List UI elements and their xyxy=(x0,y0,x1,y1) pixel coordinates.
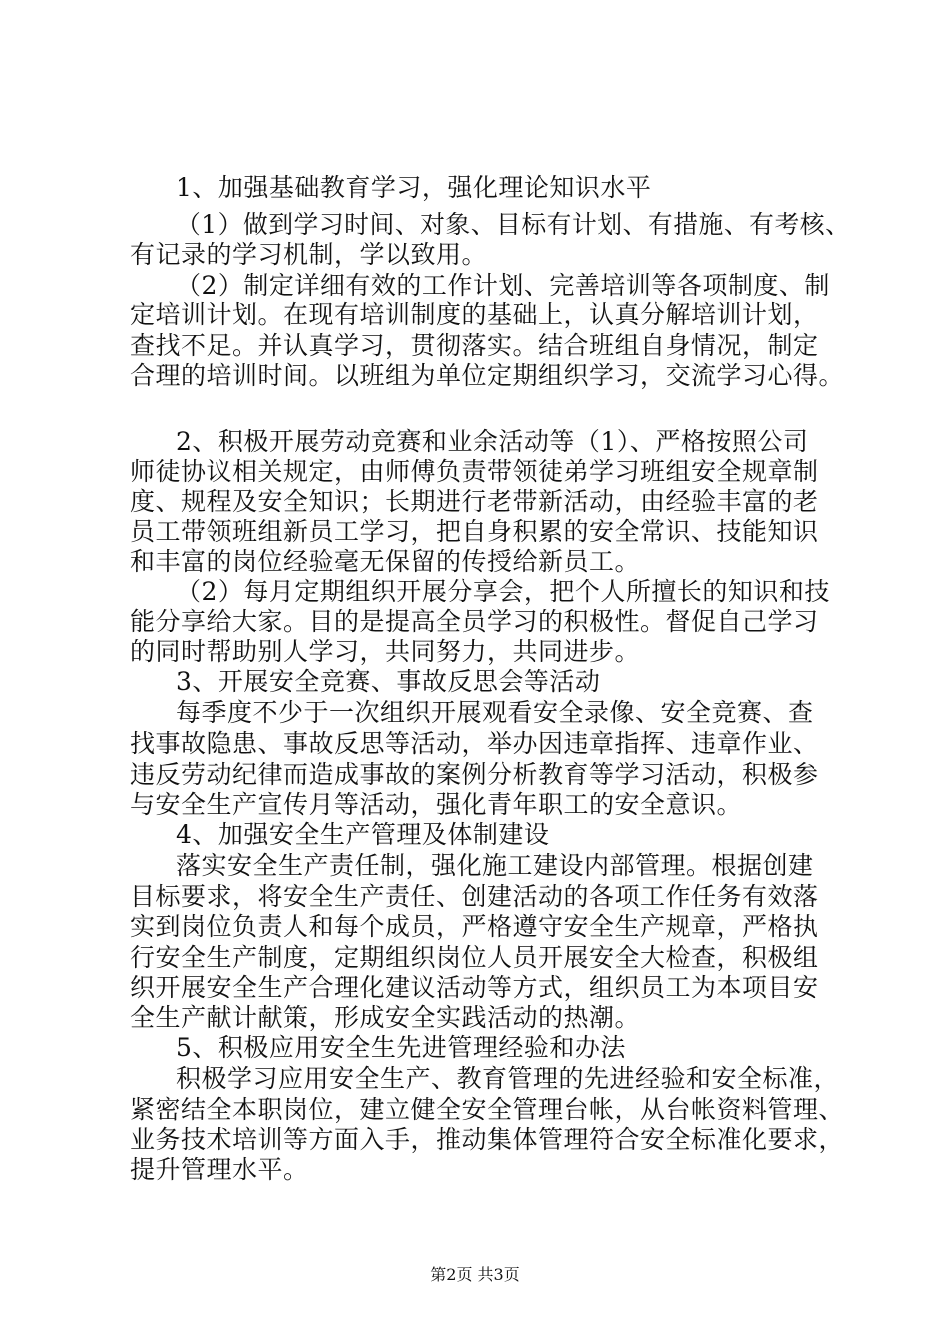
paragraph-line: 与安全生产宣传月等活动，强化青年职工的安全意识。 xyxy=(130,790,743,819)
paragraph-line: （1）做到学习时间、对象、目标有计划、有措施、有考核、 xyxy=(176,210,851,239)
paragraph-line: 有记录的学习机制，学以致用。 xyxy=(130,240,488,269)
paragraph-line: 师徒协议相关规定，由师傅负责带领徒弟学习班组安全规章制 xyxy=(130,457,819,486)
paragraph-line: 违反劳动纪律而造成事故的案例分析教育等学习活动，积极参 xyxy=(130,760,819,789)
paragraph-line: 提升管理水平。 xyxy=(130,1155,309,1184)
paragraph-line: 织开展安全生产合理化建议活动等方式，组织员工为本项目安 xyxy=(130,973,819,1002)
paragraph-line: 定培训计划。在现有培训制度的基础上，认真分解培训计划， xyxy=(130,300,819,329)
page-number-footer: 第2页 共3页 xyxy=(430,1265,520,1284)
paragraph-line: 紧密结全本职岗位，建立健全安全管理台帐，从台帐资料管理、 xyxy=(130,1095,845,1124)
paragraph-line: 度、规程及安全知识；长期进行老带新活动，由经验丰富的老 xyxy=(130,487,819,516)
paragraph-line: 查找不足。并认真学习，贯彻落实。结合班组自身情况，制定 xyxy=(130,331,819,360)
heading-3: 3、开展安全竞赛、事故反思会等活动 xyxy=(176,667,601,696)
paragraph-line: 员工带领班组新员工学习，把自身积累的安全常识、技能知识 xyxy=(130,517,819,546)
paragraph-line: 和丰富的岗位经验毫无保留的传授给新员工。 xyxy=(130,547,641,576)
paragraph-line: 目标要求，将安全生产责任、创建活动的各项工作任务有效落 xyxy=(130,882,819,911)
paragraph-line: 积极学习应用安全生产、教育管理的先进经验和安全标准， xyxy=(176,1064,840,1093)
paragraph-line: （2）每月定期组织开展分享会，把个人所擅长的知识和技 xyxy=(176,577,830,606)
paragraph-line: 落实安全生产责任制，强化施工建设内部管理。根据创建 xyxy=(176,851,814,880)
heading-5: 5、积极应用安全生先进管理经验和办法 xyxy=(176,1033,626,1062)
paragraph-line: 全生产献计献策，形成安全实践活动的热潮。 xyxy=(130,1003,641,1032)
heading-2: 2、积极开展劳动竞赛和业余活动等（1）、严格按照公司 xyxy=(176,427,809,456)
paragraph-line: 实到岗位负责人和每个成员，严格遵守安全生产规章，严格执 xyxy=(130,912,819,941)
paragraph-line: 合理的培训时间。以班组为单位定期组织学习，交流学习心得。 xyxy=(130,361,845,390)
heading-1: 1、加强基础教育学习，强化理论知识水平 xyxy=(176,173,652,202)
paragraph-line: 每季度不少于一次组织开展观看安全录像、安全竞赛、查 xyxy=(176,698,814,727)
paragraph-line: 能分享给大家。目的是提高全员学习的积极性。督促自己学习 xyxy=(130,607,819,636)
heading-4: 4、加强安全生产管理及体制建设 xyxy=(176,820,550,849)
paragraph-line: 的同时帮助别人学习，共同努力，共同进步。 xyxy=(130,637,641,666)
paragraph-line: 行安全生产制度，定期组织岗位人员开展安全大检查，积极组 xyxy=(130,943,819,972)
paragraph-line: 找事故隐患、事故反思等活动，举办因违章指挥、违章作业、 xyxy=(130,729,819,758)
paragraph-line: 业务技术培训等方面入手，推动集体管理符合安全标准化要求， xyxy=(130,1125,845,1154)
paragraph-line: （2）制定详细有效的工作计划、完善培训等各项制度、制 xyxy=(176,271,830,300)
